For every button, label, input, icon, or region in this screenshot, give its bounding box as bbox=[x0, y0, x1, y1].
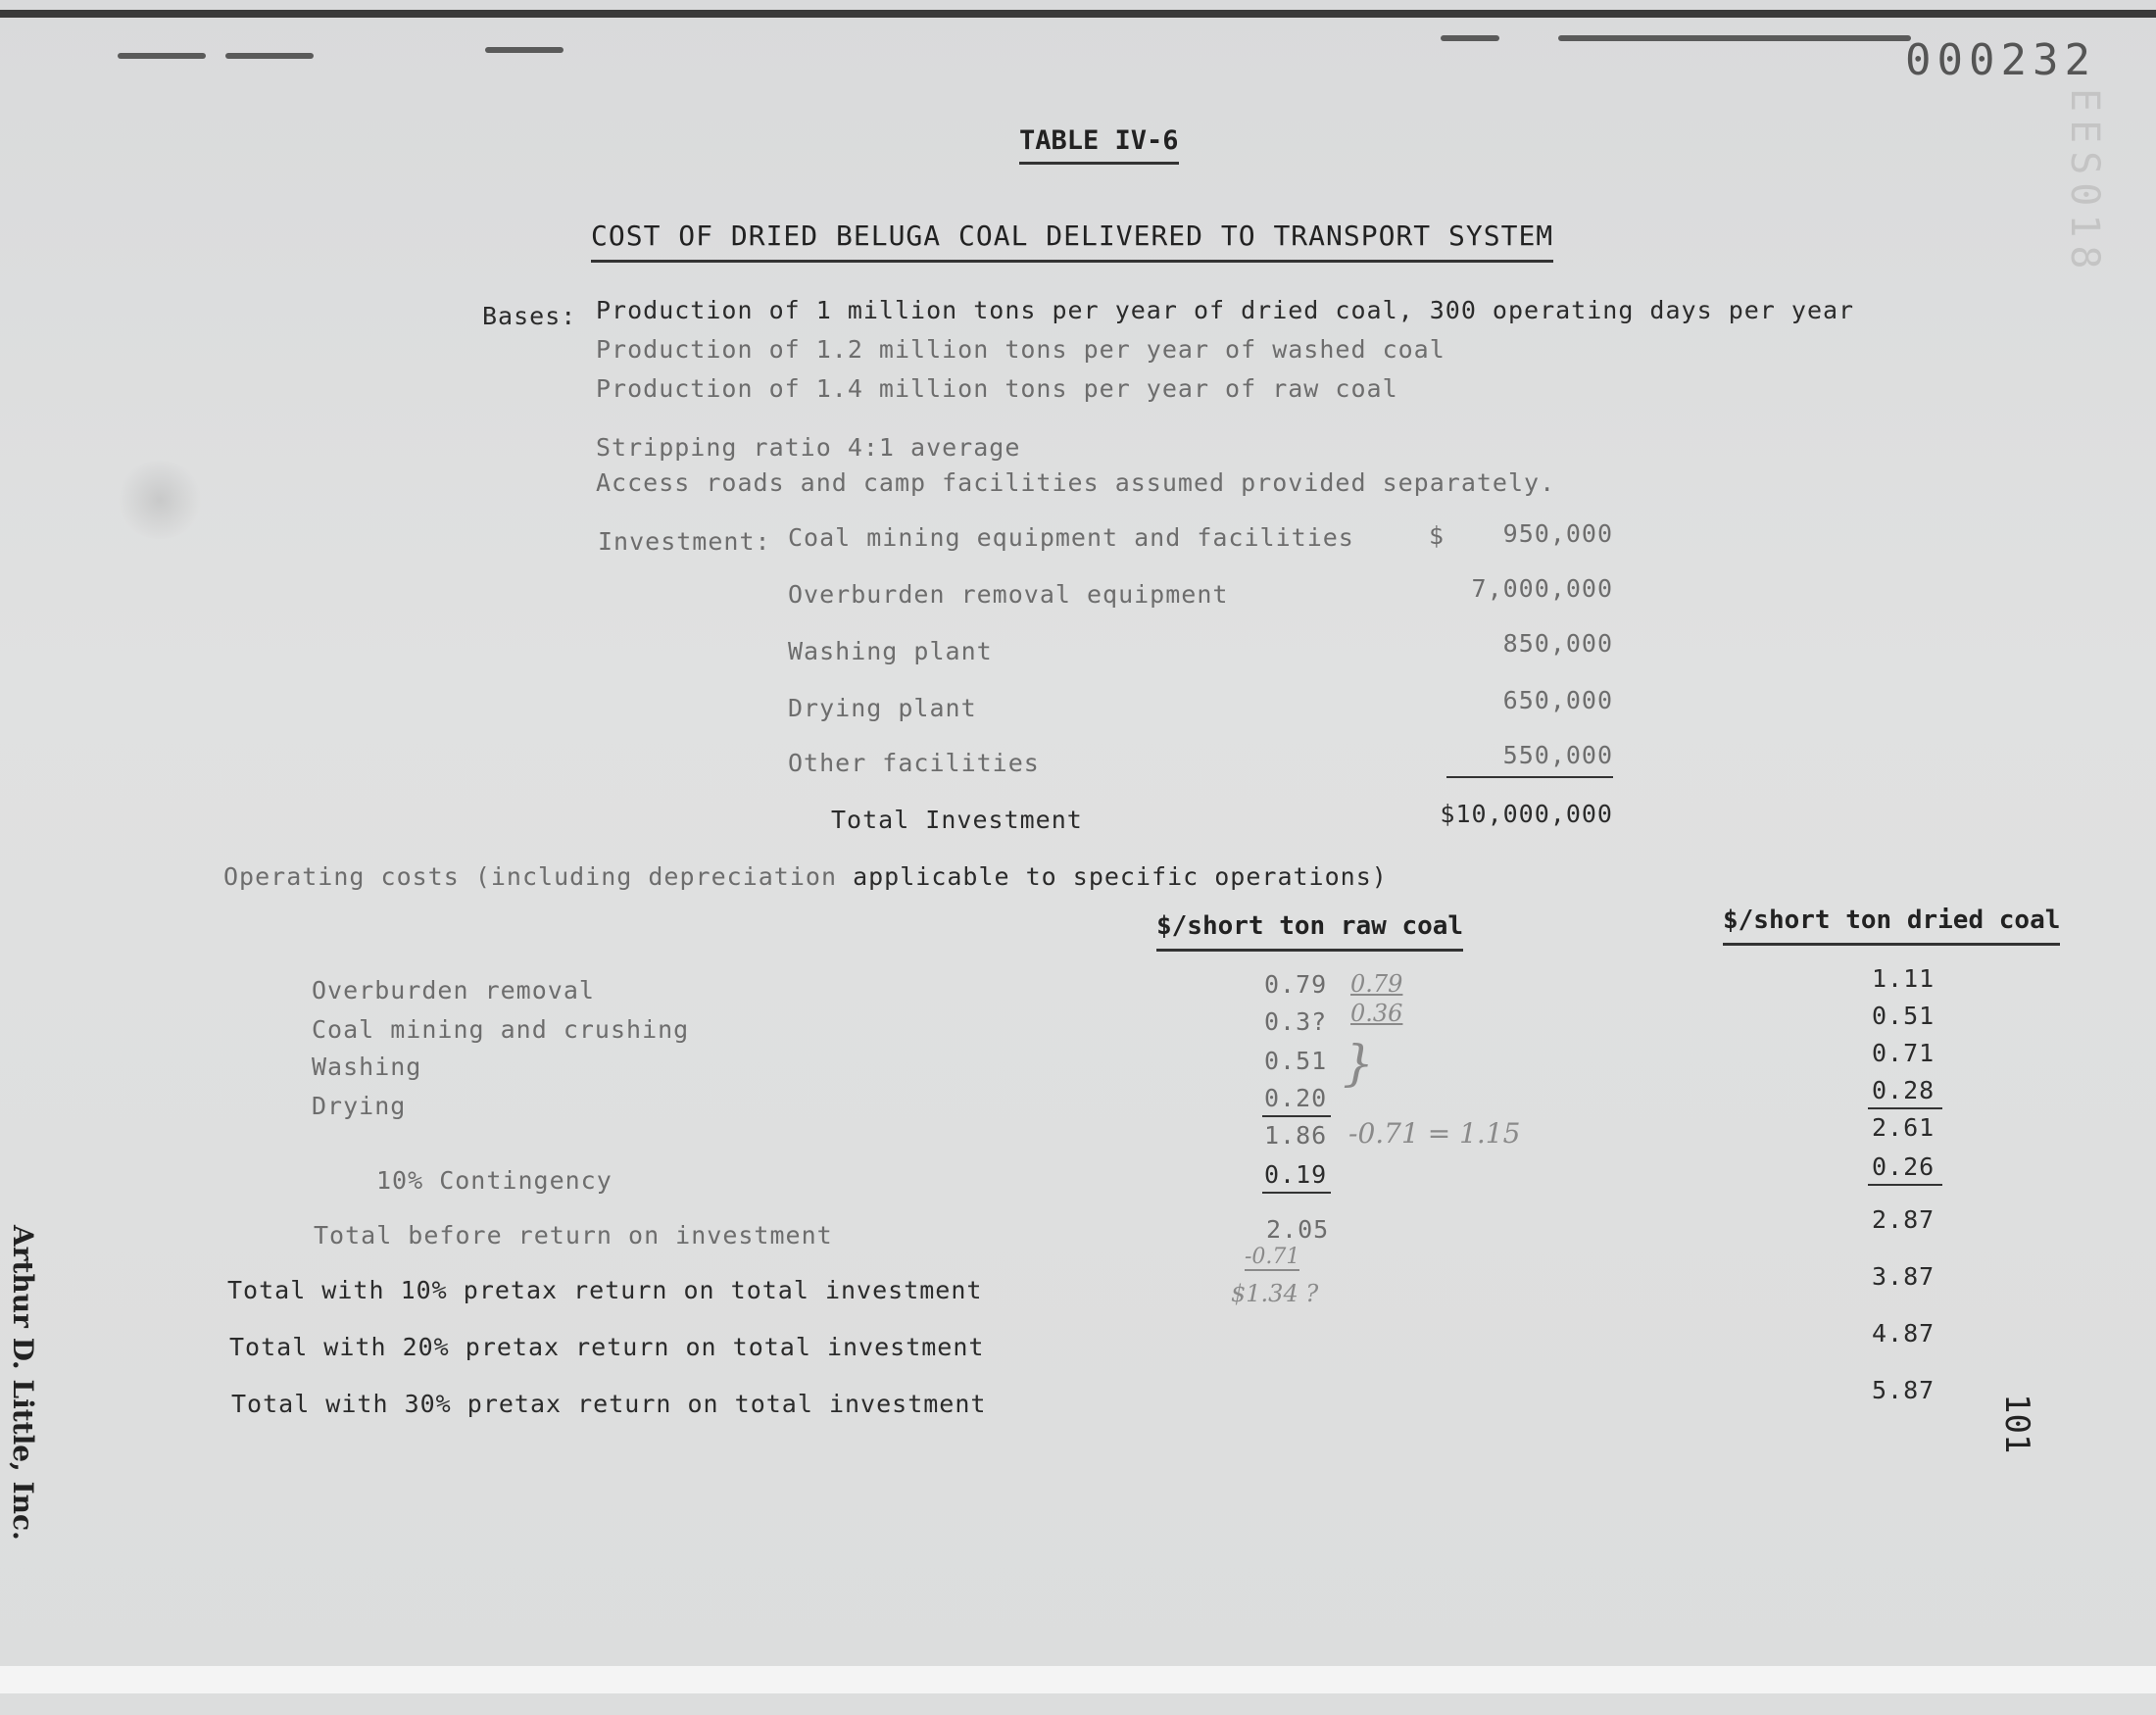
scan-bottom-edge bbox=[0, 1666, 2156, 1693]
dried-value: 0.51 bbox=[1872, 1002, 1936, 1030]
total-investment-label: Total Investment bbox=[831, 806, 1083, 834]
scan-top-edge bbox=[0, 10, 2156, 18]
column-header-dried: $/short ton dried coal bbox=[1723, 906, 2060, 946]
raw-value: 0.51 bbox=[1264, 1047, 1328, 1075]
contingency-dried: 0.26 bbox=[1872, 1152, 1936, 1181]
contingency-raw: 0.19 bbox=[1264, 1160, 1328, 1189]
access-roads-note: Access roads and camp facilities assumed provided separately. bbox=[596, 468, 1556, 497]
column-header-raw: $/short ton raw coal bbox=[1156, 911, 1463, 952]
scan-smudge bbox=[116, 461, 204, 539]
investment-item: Washing plant bbox=[788, 637, 993, 665]
scan-mark bbox=[1558, 35, 1911, 41]
investment-amount: 550,000 bbox=[1502, 741, 1613, 769]
handwritten-note: -0.71 bbox=[1245, 1245, 1300, 1269]
raw-value: 0.79 bbox=[1264, 970, 1328, 999]
return-row-dried: 4.87 bbox=[1872, 1319, 1936, 1348]
operating-heading-bold: applicable to specific operations) bbox=[853, 862, 1388, 891]
total-before-dried: 2.87 bbox=[1872, 1205, 1936, 1234]
total-before-raw: 2.05 bbox=[1266, 1215, 1330, 1244]
currency-symbol: $ bbox=[1429, 521, 1446, 550]
handwritten-note: 0.79 bbox=[1350, 970, 1403, 998]
dried-value: 0.71 bbox=[1872, 1039, 1936, 1067]
stripping-ratio: Stripping ratio 4:1 average bbox=[596, 433, 1021, 462]
raw-subtotal: 1.86 bbox=[1264, 1121, 1328, 1150]
investment-label: Investment: bbox=[598, 527, 771, 556]
return-row-label: Total with 20% pretax return on total investment bbox=[229, 1333, 985, 1361]
cost-row-label: Overburden removal bbox=[312, 976, 595, 1004]
cost-row-label: Coal mining and crushing bbox=[312, 1015, 690, 1044]
investment-item: Other facilities bbox=[788, 749, 1040, 777]
handwritten-note: -0.71 = 1.15 bbox=[1348, 1117, 1521, 1150]
handwritten-note: $1.34 ? bbox=[1231, 1280, 1319, 1307]
return-row-label: Total with 10% pretax return on total investment bbox=[227, 1276, 983, 1304]
publisher-imprint: Arthur D. Little, Inc. bbox=[7, 1225, 39, 1541]
operating-heading-prefix: Operating costs (including depreciation bbox=[223, 862, 854, 891]
scan-mark bbox=[225, 53, 314, 59]
dried-value: 1.11 bbox=[1872, 964, 1936, 993]
scan-mark bbox=[1441, 35, 1499, 41]
investment-item: Drying plant bbox=[788, 694, 977, 722]
total-before-label: Total before return on investment bbox=[314, 1221, 833, 1250]
contingency-label: 10% Contingency bbox=[376, 1166, 612, 1195]
side-stamp: EES018 bbox=[2062, 88, 2107, 277]
page-number: 101 bbox=[1997, 1394, 2036, 1454]
dried-subtotal: 2.61 bbox=[1872, 1113, 1936, 1142]
table-label: TABLE IV-6 bbox=[1019, 125, 1179, 165]
handwritten-bracket: } bbox=[1343, 1035, 1374, 1092]
cost-row-label: Washing bbox=[312, 1053, 422, 1081]
cost-row-label: Drying bbox=[312, 1092, 407, 1120]
investment-item: Overburden removal equipment bbox=[788, 580, 1229, 609]
return-row-label: Total with 30% pretax return on total investment bbox=[231, 1390, 987, 1418]
investment-amount: 7,000,000 bbox=[1471, 574, 1613, 603]
investment-amount: 950,000 bbox=[1502, 519, 1613, 548]
raw-value: 0.20 bbox=[1264, 1084, 1328, 1112]
document-number: 000232 bbox=[1905, 35, 2096, 85]
investment-amount: 650,000 bbox=[1502, 686, 1613, 714]
total-investment-amount: $10,000,000 bbox=[1440, 800, 1613, 828]
scan-mark bbox=[485, 47, 564, 53]
contingency-dried-rule bbox=[1868, 1184, 1942, 1186]
return-row-dried: 5.87 bbox=[1872, 1376, 1936, 1404]
document-title: COST OF DRIED BELUGA COAL DELIVERED TO TRANSPORT SYSTEM bbox=[591, 220, 1553, 263]
contingency-raw-rule bbox=[1262, 1192, 1331, 1194]
dried-subtotal-rule bbox=[1868, 1107, 1942, 1109]
dried-value: 0.28 bbox=[1872, 1076, 1936, 1104]
investment-amount: 850,000 bbox=[1502, 629, 1613, 658]
bases-line: Production of 1.4 million tons per year of raw coal bbox=[596, 374, 1398, 403]
bases-line: Production of 1.2 million tons per year of washed coal bbox=[596, 335, 1446, 364]
bases-label: Bases: bbox=[482, 302, 577, 330]
bases-line: Production of 1 million tons per year of dried coal, 300 operating days per year bbox=[596, 296, 1855, 324]
raw-subtotal-rule bbox=[1262, 1115, 1331, 1117]
investment-underline bbox=[1446, 776, 1613, 778]
raw-value: 0.3? bbox=[1264, 1007, 1328, 1036]
handwritten-note: 0.36 bbox=[1350, 1000, 1403, 1027]
return-row-dried: 3.87 bbox=[1872, 1262, 1936, 1291]
scan-mark bbox=[118, 53, 206, 59]
operating-costs-heading bbox=[223, 862, 1388, 891]
investment-item: Coal mining equipment and facilities bbox=[788, 523, 1354, 552]
